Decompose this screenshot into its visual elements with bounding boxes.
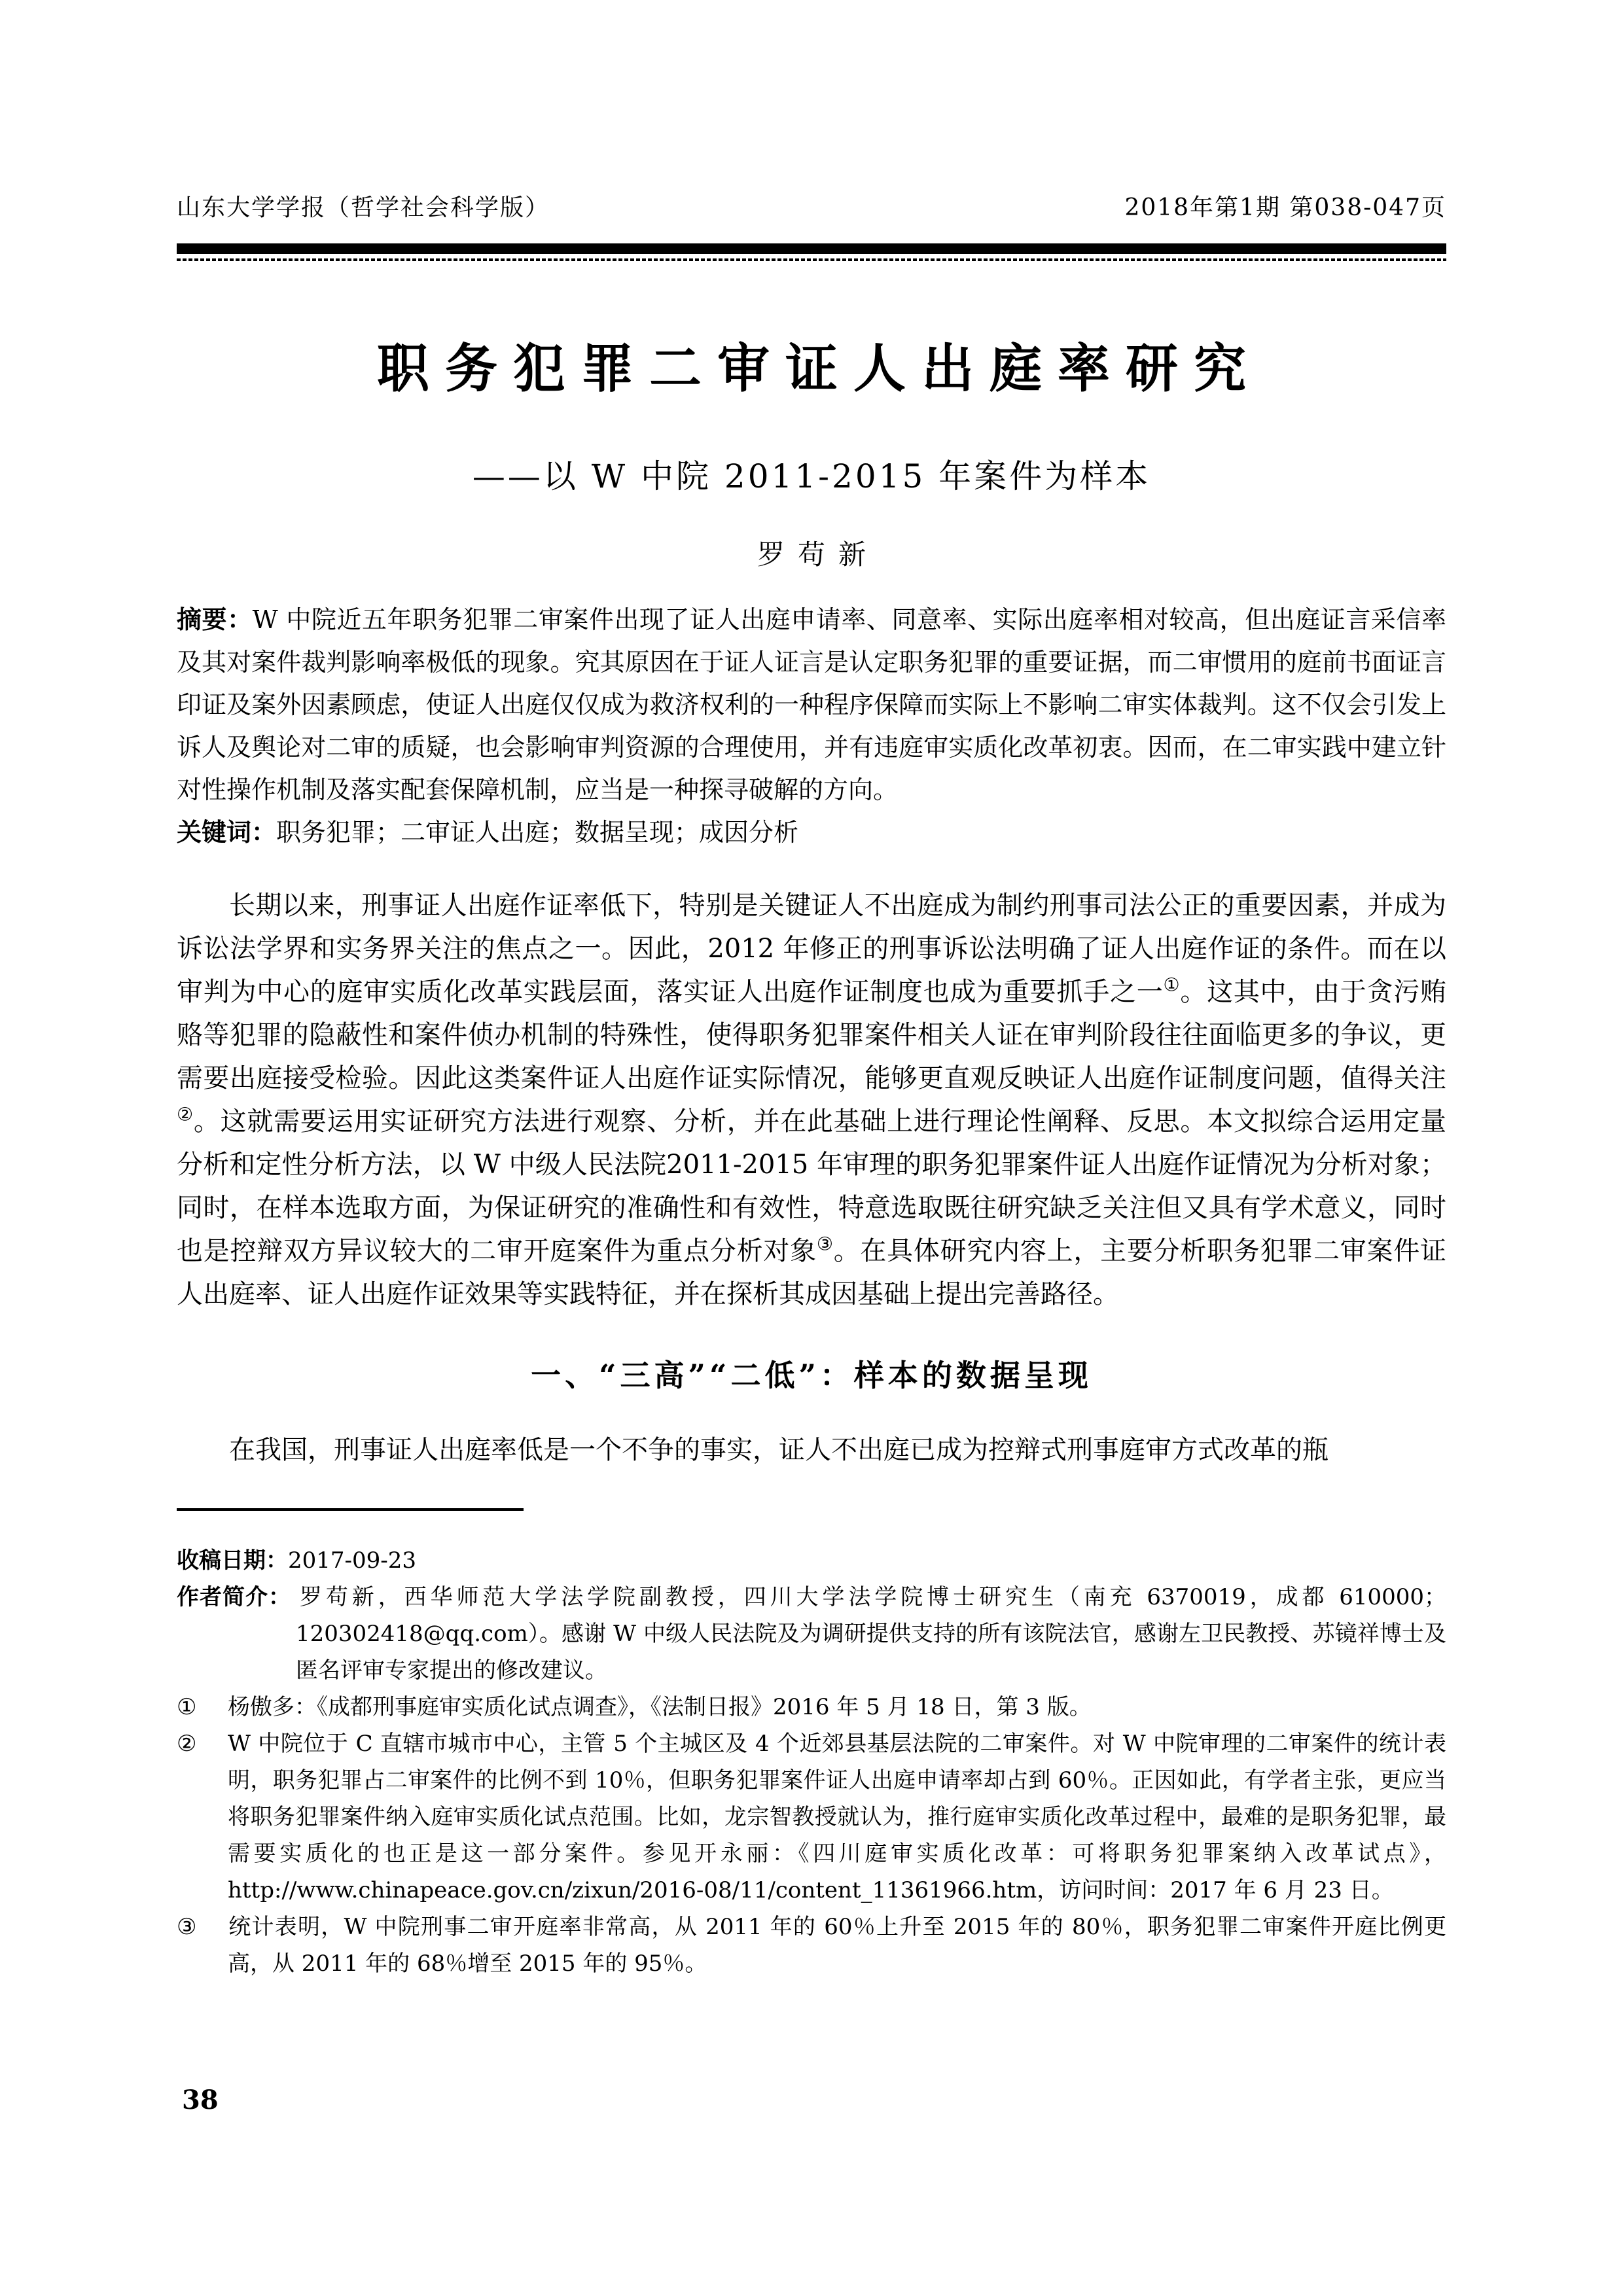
footnote-marker: ②	[177, 1731, 197, 1757]
header-rule-dashed	[177, 258, 1446, 261]
running-head	[177, 0, 1446, 222]
footnote-ref-1: ①	[1163, 974, 1181, 996]
author-bio-line	[177, 1579, 1446, 1689]
footnote-marker: ①	[177, 1694, 197, 1720]
author-name: 罗苟新	[757, 539, 879, 571]
body-paragraph-2: 在我国，刑事证人出庭率低是一个不争的事实，证人不出庭已成为控辩式刑事庭审方式改革的瓶	[229, 1435, 1329, 1465]
paragraph-text: 。这就需要运用实证研究方法进行观察、分析，并在此基础上进行理论性阐释、反思。本文拟综合运用定量分析和定性分析方法，以 W 中级人民法院2011-2015 年审理的职务犯罪案件证人出庭作证情况为分析对象；同时，在样本选取方面，为保证研究的准确性和有效性，特意选取既往研究缺乏关注但又具有学术意义，同时也是控辩双方异议较大的二审开庭案件为重点分析对象	[177, 1106, 1447, 1266]
header-rule-thick	[177, 243, 1446, 254]
author-bio-label: 作者简介：	[177, 1584, 291, 1610]
footnote-ref-2: ②	[177, 1103, 194, 1125]
body-paragraph-1	[177, 884, 1446, 1316]
received-date-value: 2017-09-23	[288, 1547, 417, 1574]
footnote-area	[177, 1542, 1446, 1982]
footnote-divider	[177, 1508, 524, 1511]
received-date-label: 收稿日期：	[177, 1547, 288, 1574]
paragraph-text: 。这其中，由于贪污贿赂等犯罪的隐蔽性和案件侦办机制的特殊性，使得职务犯罪案件相关人证在审判阶段往往面临更多的争议，更需要出庭接受检验。因此这类案件证人出庭作证实际情况，能够更直观反映证人出庭作证制度问题，值得关注	[177, 977, 1447, 1093]
keywords	[177, 811, 1446, 854]
author-bio-text: 罗苟新，西华师范大学法学院副教授，四川大学法学院博士研究生（南充 6370019，成都 610000；120302418@qq.com）。感谢 W 中级人民法院及为调研提供支持的所有该院法官，感谢左卫民教授、苏镜祥博士及匿名评审专家提出的修改建议。	[296, 1584, 1446, 1684]
footnote-item-1	[177, 1689, 1446, 1725]
paragraph-text: 长期以来，刑事证人出庭作证率低下，特别是关键证人不出庭成为制约刑事司法公正的重要因素，并成为诉讼法学界和实务界关注的焦点之一。因此，2012 年修正的刑事诉讼法明确了证人出庭作证的条件。而在以审判为中心的庭审实质化改革实践层面，落实证人出庭作证制度也成为重要抓手之一	[177, 891, 1446, 1007]
keywords-label: 关键词：	[177, 818, 277, 847]
footnote-item-3	[177, 1909, 1446, 1982]
page-number: 38	[182, 2085, 219, 2115]
abstract	[177, 599, 1446, 811]
footnote-ref-3: ③	[816, 1233, 834, 1255]
footnote-item-2	[177, 1725, 1446, 1909]
abstract-text: W 中院近五年职务犯罪二审案件出现了证人出庭申请率、同意率、实际出庭率相对较高，但出庭证言采信率及其对案件裁判影响率极低的现象。究其原因在于证人证言是认定职务犯罪的重要证据，而二审惯用的庭前书面证言印证及案外因素顾虑，使证人出庭仅仅成为救济权利的一种程序保障而实际上不影响二审实体裁判。这不仅会引发上诉人及舆论对二审的质疑，也会影响审判资源的合理使用，并有违庭审实质化改革初衷。因而，在二审实践中建立针对性操作机制及落实配套保障机制，应当是一种探寻破解的方向。	[177, 605, 1446, 804]
footnote-text: W 中院位于 C 直辖市城市中心，主管 5 个主城区及 4 个近郊县基层法院的二审案件。对 W 中院审理的二审案件的统计表明，职务犯罪占二审案件的比例不到 10％，但职务犯罪案件证人出庭申请率却占到 60％。正因如此，有学者主张，更应当将职务犯罪案件纳入庭审实质化试点范围。比如，龙宗智教授就认为，推行庭审实质化改革过程中，最难的是职务犯罪，最需要实质化的也正是这一部分案件。参见开永丽：《四川庭审实质化改革：可将职务犯罪案纳入改革试点》，http://www.chinapeace.gov.cn/zixun/2016-08/11/content_11361966.htm，访问时间：2017 年 6 月 23 日。	[228, 1731, 1446, 1903]
article-subtitle: ——以 W 中院 2011-2015 年案件为样本	[472, 457, 1151, 495]
article-title: 职务犯罪二审证人出庭率研究	[377, 338, 1262, 399]
journal-name: 山东大学学报（哲学社会科学版）	[177, 194, 550, 221]
footnote-text: 统计表明，W 中院刑事二审开庭率非常高，从 2011 年的 60％上升至 2015 年的 80％，职务犯罪二审案件开庭比例更高，从 2011 年的 68％增至 2015 年的 95％。	[228, 1914, 1446, 1977]
paragraph-text: 。在具体研究内容上，主要分析职务犯罪二审案件证人出庭率、证人出庭作证效果等实践特征，并在探析其成因基础上提出完善路径。	[177, 1236, 1447, 1309]
abstract-label: 摘要：	[177, 605, 253, 634]
section-heading-1: 一、“三高”“二低”：样本的数据呈现	[531, 1358, 1092, 1393]
keywords-text: 职务犯罪；二审证人出庭；数据呈现；成因分析	[276, 818, 799, 847]
footnote-text: 杨傲多：《成都刑事庭审实质化试点调查》，《法制日报》2016 年 5 月 18 日，第 3 版。	[228, 1694, 1092, 1720]
issue-info: 2018年第1期 第038-047页	[1124, 194, 1446, 221]
footnote-marker: ③	[177, 1914, 197, 1940]
received-date-line	[177, 1542, 1446, 1579]
